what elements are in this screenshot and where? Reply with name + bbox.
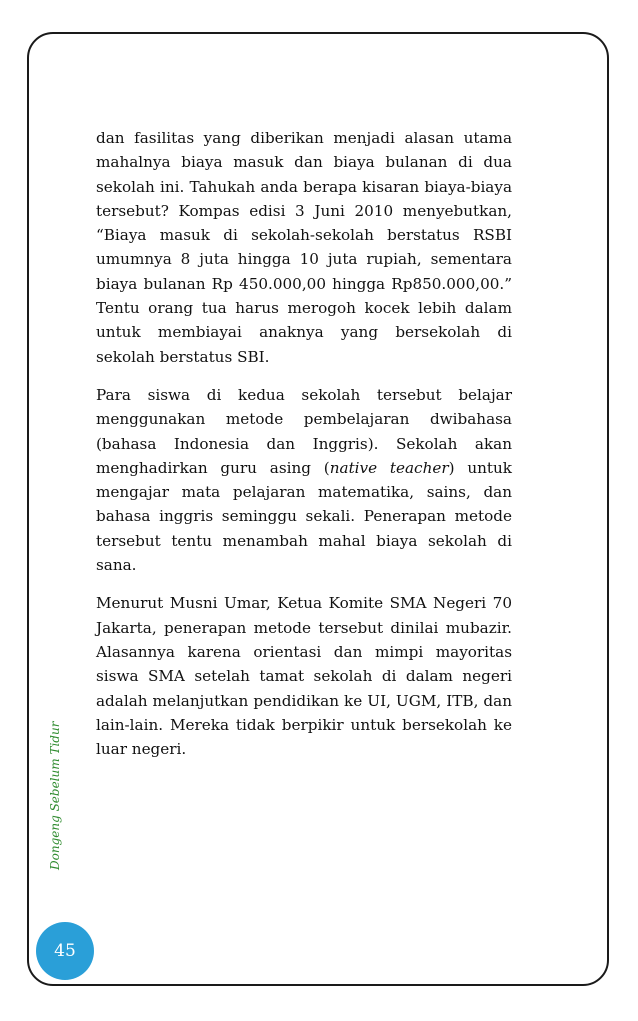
body-text: [96, 126, 512, 775]
paragraph-2: [96, 383, 512, 577]
native-teacher-term: native teacher: [329, 458, 449, 477]
page-number: 45: [54, 941, 76, 961]
running-header: Dongeng Sebelum Tidur: [48, 721, 62, 870]
paragraph-2-part-2: ) untuk mengajar mata pelajaran matematika, sains, dan bahasa inggris seminggu sekali. Penerapan metode tersebut tentu menambah mahal biaya sekolah di sana.: [96, 458, 513, 575]
page-number-badge: [36, 922, 94, 980]
paragraph-1: dan fasilitas yang diberikan menjadi alasan utama mahalnya biaya masuk dan biaya bulanan di dua sekolah ini. Tahukah anda berapa kisaran biaya-biaya tersebut? Kompas edisi 3 Juni 2010 menyebutkan, “Biaya masuk di sekolah-sekolah berstatus RSBI umumnya 8 juta hingga 10 juta rupiah, sementara biaya bulanan Rp 450.000,00 hingga Rp850.000,00.” Tentu orang tua harus merogoh kocek lebih dalam untuk membiayai anaknya yang bersekolah di sekolah berstatus SBI.: [96, 129, 512, 366]
paragraph-3: Menurut Musni Umar, Ketua Komite SMA Negeri 70 Jakarta, penerapan metode tersebut dinilai mubazir. Alasannya karena orientasi dan mimpi mayoritas siswa SMA setelah tamat sekolah di dalam negeri adalah melanjutkan pendidikan ke UI, UGM, ITB, dan lain-lain. Mereka tidak berpikir untuk bersekolah ke luar negeri.: [96, 594, 512, 759]
paragraph-2-part-1: Para siswa di kedua sekolah tersebut belajar menggunakan metode pembelajaran dwibahasa (bahasa Indonesia dan Inggris). Sekolah akan menghadirkan guru asing (: [96, 385, 512, 477]
